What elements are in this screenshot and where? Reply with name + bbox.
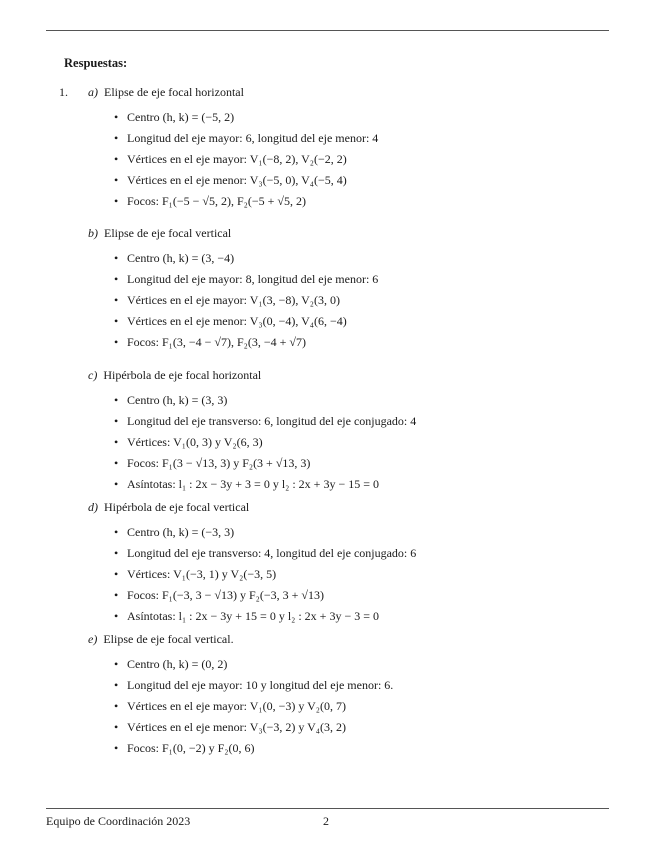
section-e-title: e) Elipse de eje focal vertical. — [88, 632, 234, 646]
list-item: • Asíntotas: l₁ : 2x − 3y + 3 = 0 y l₂ : 2x + 3y − 15 = 0 — [114, 477, 379, 491]
list-item: • Vértices en el eje mayor: V₁(0, −3) y V₂(0, 7) — [114, 699, 346, 713]
list-item: • Focos: F₁(3, −4 − √7), F₂(3, −4 + √7) — [114, 335, 306, 349]
list-item: • Asíntotas: l₁ : 2x − 3y + 15 = 0 y l₂ : 2x + 3y − 3 = 0 — [114, 609, 379, 623]
list-item: • Vértices en el eje mayor: V₁(3, −8), V₂(3, 0) — [114, 293, 340, 307]
list-item: • Longitud del eje mayor: 6, longitud del eje menor: 4 — [114, 131, 379, 145]
list-item: • Vértices en el eje menor: V₃(−5, 0), V₄(−5, 4) — [114, 173, 347, 187]
list-item: • Centro (h, k) = (0, 2) — [114, 657, 228, 671]
list-item: • Focos: F₁(3 − √13, 3) y F₂(3 + √13, 3) — [114, 456, 311, 470]
list-item: • Centro (h, k) = (3, −4) — [114, 251, 235, 265]
list-item: • Centro (h, k) = (−5, 2) — [114, 110, 235, 124]
list-item: • Longitud del eje mayor: 10 y longitud del eje menor: 6. — [114, 678, 394, 692]
section-b-title: b) Elipse de eje focal vertical — [88, 226, 232, 240]
list-item: • Centro (h, k) = (3, 3) — [114, 393, 228, 407]
list-item: • Focos: F₁(−5 − √5, 2), F₂(−5 + √5, 2) — [114, 194, 306, 208]
page-number: 2 — [323, 814, 329, 828]
problem-number: 1. — [59, 85, 68, 99]
list-item: • Longitud del eje transverso: 4, longitud del eje conjugado: 6 — [114, 546, 417, 560]
footer-rule — [46, 808, 609, 809]
list-item: • Focos: F₁(0, −2) y F₂(0, 6) — [114, 741, 255, 755]
footer-text: Equipo de Coordinación 2023 — [46, 814, 191, 828]
section-c-title: c) Hipérbola de eje focal horizontal — [88, 368, 262, 382]
header-rule — [46, 30, 609, 31]
section-d-title: d) Hipérbola de eje focal vertical — [88, 500, 250, 514]
list-item: • Longitud del eje mayor: 8, longitud del eje menor: 6 — [114, 272, 379, 286]
list-item: • Vértices en el eje menor: V₃(−3, 2) y V₄(3, 2) — [114, 720, 346, 734]
answers-heading: Respuestas: — [64, 56, 128, 70]
list-item: • Vértices en el eje mayor: V₁(−8, 2), V₂(−2, 2) — [114, 152, 347, 166]
list-item: • Centro (h, k) = (−3, 3) — [114, 525, 235, 539]
list-item: • Vértices: V₁(0, 3) y V₂(6, 3) — [114, 435, 263, 449]
list-item: • Vértices: V₁(−3, 1) y V₂(−3, 5) — [114, 567, 277, 581]
section-a-title: a) Elipse de eje focal horizontal — [88, 85, 244, 99]
list-item: • Vértices en el eje menor: V₃(0, −4), V₄(6, −4) — [114, 314, 347, 328]
list-item: • Focos: F₁(−3, 3 − √13) y F₂(−3, 3 + √13) — [114, 588, 324, 602]
list-item: • Longitud del eje transverso: 6, longitud del eje conjugado: 4 — [114, 414, 417, 428]
